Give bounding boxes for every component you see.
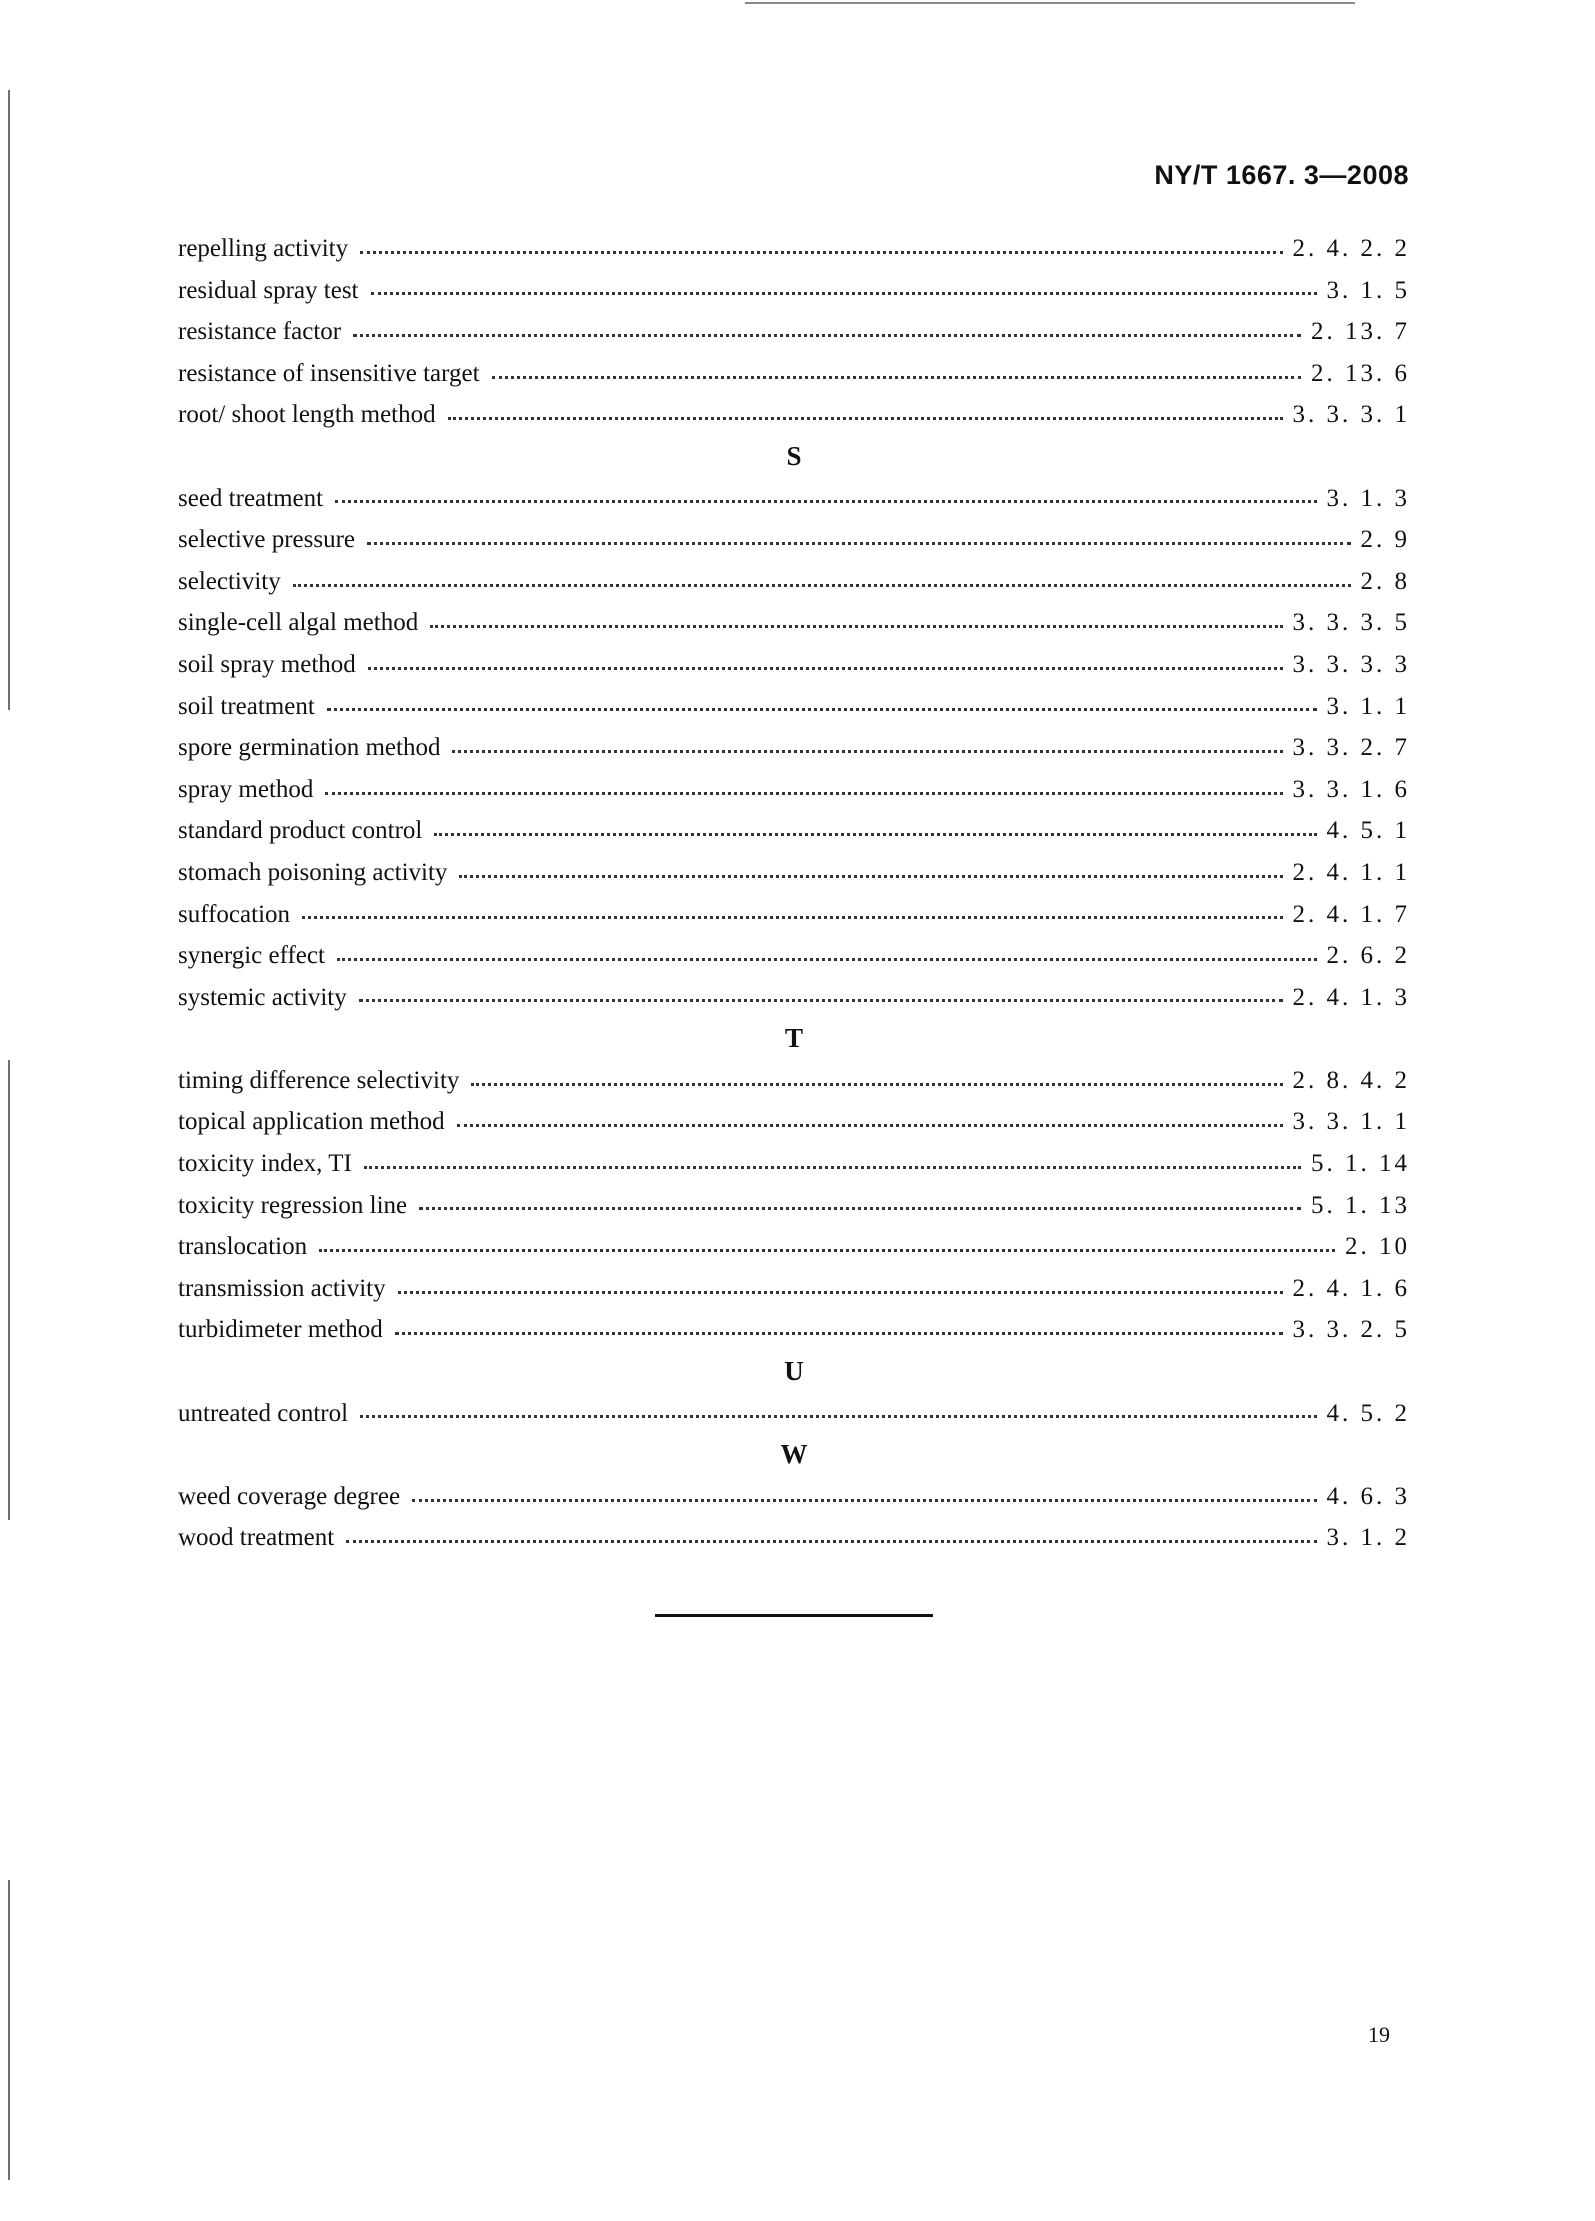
dot-leader <box>346 1539 1316 1543</box>
index-entry <box>178 686 1410 728</box>
index-section-letter: U <box>784 1356 804 1387</box>
index-clause-reference: 5. 1. 14 <box>1311 1150 1410 1178</box>
index-entry <box>178 852 1410 894</box>
index-clause-reference: 2. 13. 7 <box>1311 318 1410 346</box>
scan-left-edge-mark <box>8 1880 10 2180</box>
index-list <box>178 228 1410 1559</box>
index-clause-reference: 2. 4. 1. 7 <box>1292 900 1410 928</box>
index-entry <box>178 1309 1410 1351</box>
index-clause-reference: 4. 5. 2 <box>1326 1399 1410 1427</box>
index-entry <box>178 270 1410 312</box>
index-term: standard product control <box>178 817 423 845</box>
index-entry <box>178 311 1410 353</box>
index-term: wood treatment <box>178 1524 335 1552</box>
dot-leader <box>368 666 1283 670</box>
index-term: selectivity <box>178 567 281 595</box>
dot-leader <box>395 1331 1283 1335</box>
index-clause-reference: 2. 4. 1. 1 <box>1292 858 1410 886</box>
index-term: soil spray method <box>178 650 356 678</box>
dot-leader <box>360 1414 1316 1418</box>
index-term: weed coverage degree <box>178 1482 401 1510</box>
index-term: toxicity index, TI <box>178 1150 352 1178</box>
index-term: topical application method <box>178 1108 445 1136</box>
index-entry <box>178 644 1410 686</box>
index-section-letter: W <box>780 1439 808 1470</box>
index-entry <box>178 769 1410 811</box>
index-term: turbidimeter method <box>178 1316 383 1344</box>
index-clause-reference: 3. 3. 3. 5 <box>1292 609 1410 637</box>
index-term: timing difference selectivity <box>178 1066 460 1094</box>
scan-left-edge-mark <box>8 1060 10 1520</box>
index-term: suffocation <box>178 900 291 928</box>
document-standard-number: NY/T 1667. 3—2008 <box>1154 160 1409 190</box>
index-clause-reference: 4. 6. 3 <box>1326 1482 1410 1510</box>
index-clause-reference: 3. 3. 2. 5 <box>1292 1316 1410 1344</box>
dot-leader <box>430 624 1282 628</box>
index-entry <box>178 1060 1410 1102</box>
index-section-letter: S <box>786 440 802 471</box>
index-clause-reference: 4. 5. 1 <box>1326 817 1410 845</box>
dot-leader <box>471 1082 1282 1086</box>
index-clause-reference: 2. 8 <box>1360 567 1410 595</box>
dot-leader <box>364 1165 1301 1169</box>
index-clause-reference: 3. 3. 2. 7 <box>1292 734 1410 762</box>
index-entry <box>178 1393 1410 1435</box>
index-clause-reference: 2. 4. 1. 3 <box>1292 983 1410 1011</box>
index-term: toxicity regression line <box>178 1191 408 1219</box>
dot-leader <box>434 832 1316 836</box>
index-clause-reference: 3. 3. 3. 3 <box>1292 650 1410 678</box>
dot-leader <box>419 1206 1301 1210</box>
dot-leader <box>448 416 1283 420</box>
dot-leader <box>360 250 1282 254</box>
index-section-letter: T <box>784 1023 803 1054</box>
index-entry <box>178 1517 1410 1559</box>
index-entry <box>178 561 1410 603</box>
dot-leader <box>353 333 1301 337</box>
index-entry <box>178 1101 1410 1143</box>
index-clause-reference: 3. 3. 1. 1 <box>1292 1108 1410 1136</box>
page-number: 19 <box>1368 2022 1390 2047</box>
index-entry <box>178 810 1410 852</box>
index-entry <box>178 935 1410 977</box>
scan-top-rule <box>745 2 1355 4</box>
index-term: resistance factor <box>178 318 342 346</box>
dot-leader <box>412 1498 1316 1502</box>
index-term: systemic activity <box>178 983 347 1011</box>
index-entry <box>178 977 1410 1019</box>
dot-leader <box>335 499 1316 503</box>
dot-leader <box>319 1248 1335 1252</box>
index-entry <box>178 1226 1410 1268</box>
index-clause-reference: 3. 3. 3. 1 <box>1292 401 1410 429</box>
index-entry <box>178 1268 1410 1310</box>
index-term: translocation <box>178 1233 308 1261</box>
index-term: untreated control <box>178 1399 349 1427</box>
index-term: repelling activity <box>178 235 349 262</box>
index-entry <box>178 1476 1410 1518</box>
index-entry <box>178 478 1410 520</box>
index-term: soil treatment <box>178 692 315 720</box>
index-term: selective pressure <box>178 526 356 554</box>
dot-leader <box>492 375 1301 379</box>
index-term: single-cell algal method <box>178 609 419 637</box>
dot-leader <box>293 583 1351 587</box>
dot-leader <box>302 915 1282 919</box>
index-term: stomach poisoning activity <box>178 858 448 886</box>
dot-leader <box>337 957 1317 961</box>
scan-left-edge-mark <box>8 90 10 710</box>
index-term: spray method <box>178 775 314 803</box>
index-clause-reference: 2. 6. 2 <box>1326 942 1410 970</box>
index-clause-reference: 2. 4. 2. 2 <box>1292 235 1410 262</box>
index-entry <box>178 353 1410 395</box>
index-clause-reference: 2. 8. 4. 2 <box>1292 1066 1410 1094</box>
index-clause-reference: 2. 13. 6 <box>1311 359 1410 387</box>
index-clause-reference: 3. 1. 3 <box>1326 484 1410 512</box>
index-clause-reference: 3. 1. 2 <box>1326 1524 1410 1552</box>
index-clause-reference: 2. 4. 1. 6 <box>1292 1274 1410 1302</box>
dot-leader <box>452 749 1282 753</box>
index-entry <box>178 228 1410 270</box>
dot-leader <box>459 874 1282 878</box>
end-of-index-rule <box>655 1614 933 1617</box>
index-entry <box>178 602 1410 644</box>
dot-leader <box>325 791 1282 795</box>
index-term: transmission activity <box>178 1274 386 1302</box>
index-entry <box>178 1185 1410 1227</box>
index-term: resistance of insensitive target <box>178 359 480 387</box>
index-entry <box>178 519 1410 561</box>
dot-leader <box>457 1123 1283 1127</box>
index-term: residual spray test <box>178 276 359 304</box>
index-clause-reference: 3. 3. 1. 6 <box>1292 775 1410 803</box>
index-entry <box>178 727 1410 769</box>
index-clause-reference: 5. 1. 13 <box>1311 1191 1410 1219</box>
index-term: synergic effect <box>178 942 325 970</box>
dot-leader <box>398 1290 1283 1294</box>
index-clause-reference: 3. 1. 1 <box>1326 692 1410 720</box>
index-clause-reference: 3. 1. 5 <box>1326 276 1410 304</box>
dot-leader <box>327 707 1317 711</box>
index-entry <box>178 394 1410 436</box>
dot-leader <box>371 291 1317 295</box>
index-entry <box>178 894 1410 936</box>
index-term: spore germination method <box>178 734 441 762</box>
index-clause-reference: 2. 9 <box>1360 526 1410 554</box>
dot-leader <box>359 998 1283 1002</box>
index-term: seed treatment <box>178 484 324 512</box>
index-term: root/ shoot length method <box>178 401 436 429</box>
index-entry <box>178 1143 1410 1185</box>
dot-leader <box>367 541 1350 545</box>
index-clause-reference: 2. 10 <box>1345 1233 1410 1261</box>
